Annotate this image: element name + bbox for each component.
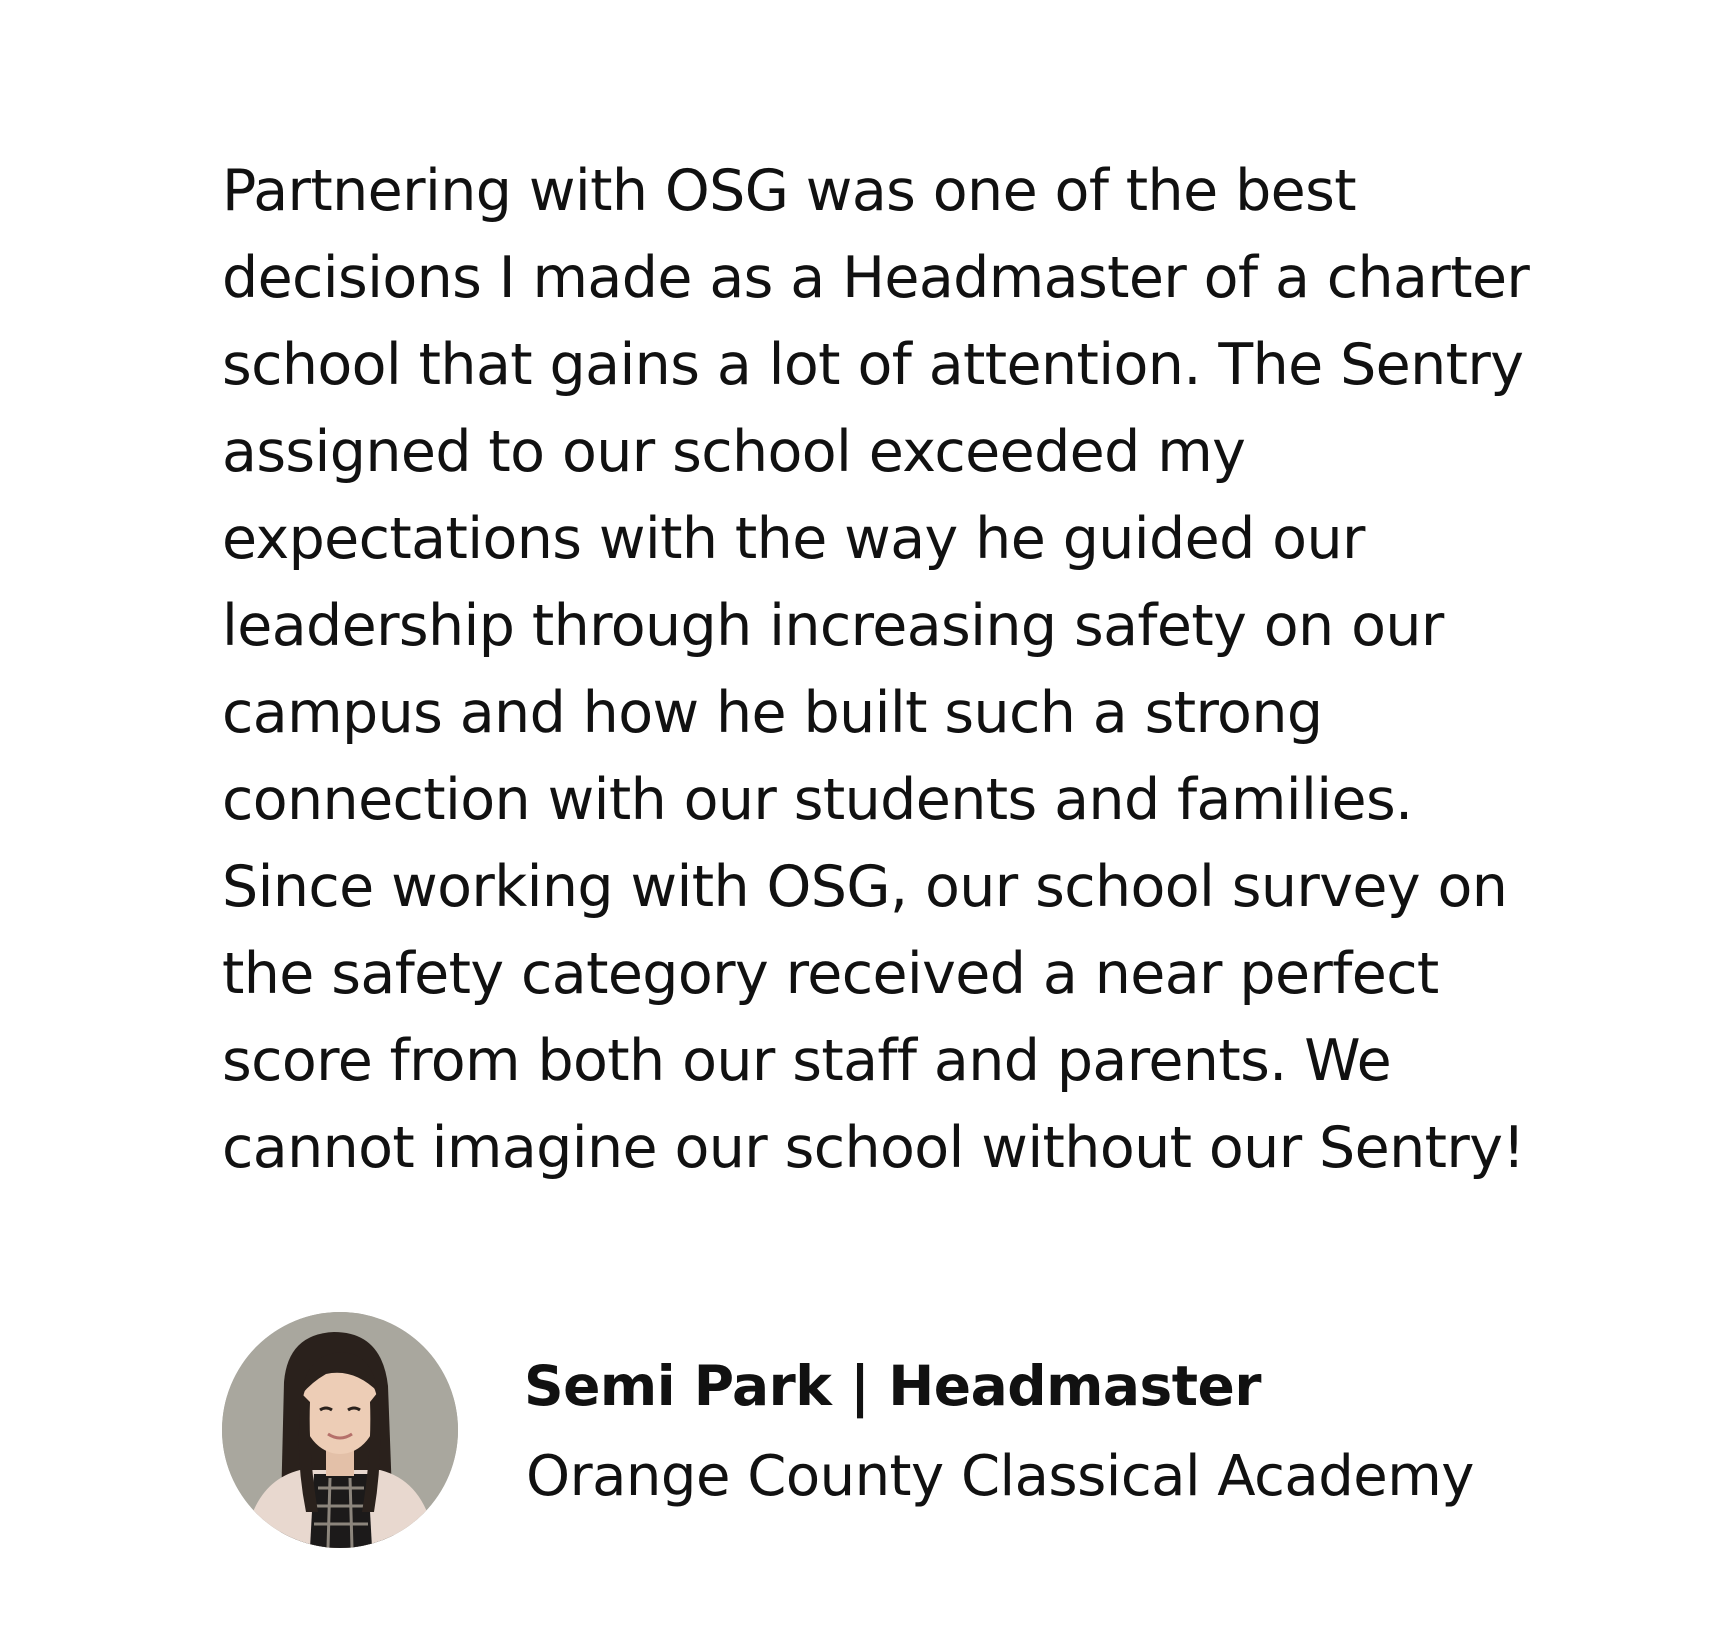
quote-line: Partnering with OSG was one of the best bbox=[222, 158, 1356, 224]
author-photo bbox=[222, 1312, 458, 1548]
author-organization: Orange County Classical Academy bbox=[526, 1444, 1474, 1509]
author-avatar bbox=[222, 1312, 458, 1548]
quote-line: connection with our students and families. bbox=[222, 767, 1413, 833]
quote-line: leadership through increasing safety on our bbox=[222, 593, 1444, 659]
quote-line: Since working with OSG, our school survey on bbox=[222, 854, 1508, 920]
quote-line: expectations with the way he guided our bbox=[222, 506, 1365, 572]
author-block bbox=[222, 1312, 1662, 1552]
author-name: Semi Park | Headmaster bbox=[524, 1354, 1261, 1418]
quote-line: campus and how he built such a strong bbox=[222, 680, 1323, 746]
quote-line: school that gains a lot of attention. The Sentry bbox=[222, 332, 1524, 398]
quote-line: the safety category received a near perfect bbox=[222, 941, 1439, 1007]
quote-line: cannot imagine our school without our Sentry! bbox=[222, 1115, 1525, 1181]
testimonial-quote bbox=[222, 148, 1622, 1192]
quote-line: assigned to our school exceeded my bbox=[222, 419, 1246, 485]
quote-line: score from both our staff and parents. We bbox=[222, 1028, 1392, 1094]
quote-line: decisions I made as a Headmaster of a charter bbox=[222, 245, 1530, 311]
